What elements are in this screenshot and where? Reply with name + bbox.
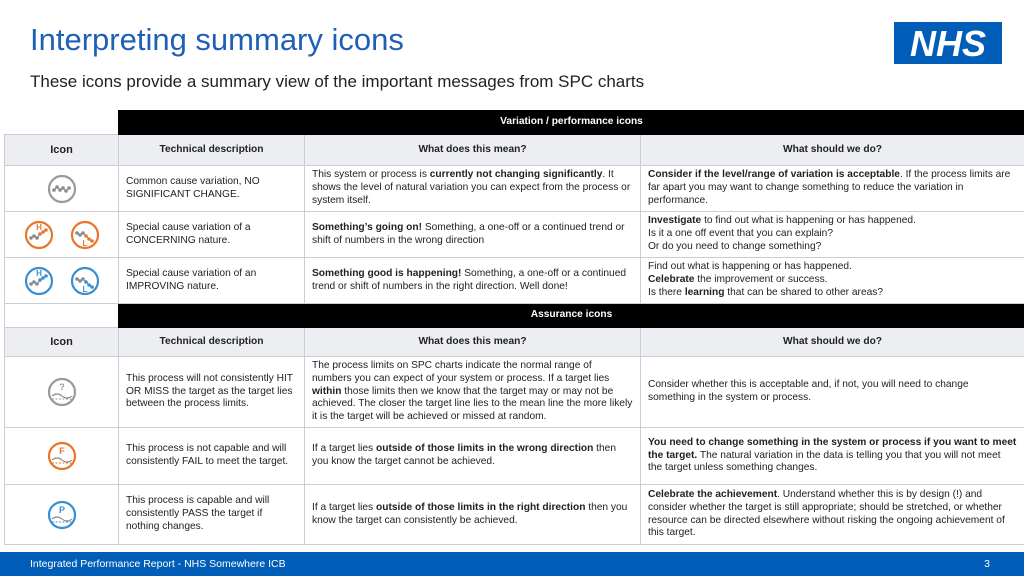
- action-cell: [641, 428, 1024, 485]
- footer-text: Integrated Performance Report - NHS Somewhere ICB: [30, 558, 286, 570]
- improve-low-icon: [70, 266, 100, 296]
- col-header-technical: Technical description: [119, 328, 305, 357]
- meaning-cell: [305, 485, 641, 545]
- text-run: Something, a one-off or a continued trend or shift of numbers in the wrong direction: [312, 221, 625, 246]
- col-header-action: What should we do?: [641, 135, 1024, 166]
- svg-text:H: H: [35, 222, 42, 232]
- col-header-action: What should we do?: [641, 328, 1024, 357]
- technical-cell: Special cause variation of an IMPROVING nature.: [119, 258, 305, 304]
- page-title: Interpreting summary icons: [30, 22, 404, 57]
- text-run: then you know the target can consistently be achieved.: [312, 501, 628, 526]
- action-cell: [641, 357, 1024, 428]
- table-row: [5, 166, 1024, 212]
- text-run: outside of those limits in the right direction: [376, 501, 586, 513]
- text-run: If a target lies: [312, 443, 376, 455]
- technical-cell: This process will not consistently HIT OR MISS the target as the target lies between the process limits.: [119, 357, 305, 428]
- page-subtitle: These icons provide a summary view of the important messages from SPC charts: [30, 72, 645, 91]
- svg-text:F: F: [58, 446, 65, 456]
- meaning-cell: [305, 357, 641, 428]
- meaning-cell: [305, 258, 641, 304]
- text-run: those limits then we know that the target may or may not be achieved. The closer the target line lies to the mean line the more likely it is the target will be achieved or missed at random.: [312, 385, 633, 423]
- technical-cell: Common cause variation, NO SIGNIFICANT CHANGE.: [119, 166, 305, 212]
- hit-or-miss-icon: [47, 377, 77, 407]
- text-run: The process limits on SPC charts indicate the normal range of numbers you can expect of your system or process. If a target lies: [312, 360, 610, 384]
- text-run: If a target lies: [312, 501, 376, 513]
- table-row: [5, 428, 1024, 485]
- technical-cell: Special cause variation of a CONCERNING nature.: [119, 212, 305, 258]
- summary-icons-table-wrap: [4, 110, 1024, 552]
- icon-cell: [5, 212, 119, 258]
- assurance-section-title: Assurance icons: [119, 304, 1024, 328]
- col-header-technical: Technical description: [119, 135, 305, 166]
- text-run: Something’s going on!: [312, 221, 422, 233]
- nhs-logo-text: NHS: [909, 23, 987, 64]
- icon-cell: [5, 357, 119, 428]
- corner-blank: [5, 304, 119, 328]
- svg-text:L: L: [82, 238, 87, 248]
- variation-section-title: Variation / performance icons: [119, 111, 1024, 135]
- action-cell: [641, 485, 1024, 545]
- svg-text:H: H: [35, 268, 42, 278]
- action-cell: [641, 212, 1024, 258]
- col-header-meaning: What does this mean?: [305, 135, 641, 166]
- table-row: [5, 357, 1024, 428]
- technical-cell: This process is not capable and will consistently FAIL to meet the target.: [119, 428, 305, 485]
- text-run: This system or process is: [312, 169, 430, 181]
- footer-bar: [0, 552, 1024, 576]
- icon-cell: [5, 258, 119, 304]
- corner-blank: [5, 111, 119, 135]
- meaning-cell: [305, 166, 641, 212]
- text-run: Investigate: [648, 215, 702, 227]
- text-run: . It shows the level of natural variation you can expect from the process or system itself.: [312, 169, 631, 206]
- fail-target-icon: [47, 441, 77, 471]
- nhs-logo: [894, 22, 1002, 64]
- action-cell: [641, 258, 1024, 304]
- icon-cell: [5, 485, 119, 545]
- text-run: Something good is happening!: [312, 267, 462, 279]
- text-run: outside of those limits in the wrong direction: [376, 443, 594, 455]
- icon-cell: [5, 428, 119, 485]
- summary-icons-table: [4, 110, 1024, 545]
- improve-high-icon: [24, 266, 54, 296]
- common-cause-icon: [47, 174, 77, 204]
- text-run: that can be shared to other areas?: [724, 286, 884, 298]
- meaning-cell: [305, 212, 641, 258]
- icon-cell: [5, 166, 119, 212]
- action-cell: [641, 166, 1024, 212]
- concern-low-icon: [70, 220, 100, 250]
- text-run: Consider if the level/range of variation is acceptable: [648, 169, 900, 181]
- pass-target-icon: [47, 500, 77, 530]
- text-run: then you know the target cannot be achieved.: [312, 443, 617, 467]
- page-number: 3: [984, 558, 990, 570]
- variation-header-row: [5, 135, 1024, 166]
- text-run: Consider whether this is acceptable and, if not, you will need to change something in the system or process.: [648, 379, 969, 403]
- text-run: the improvement or success.: [694, 274, 828, 286]
- col-header-icon: Icon: [5, 328, 119, 357]
- text-run: Is it a one off event that you can explain?: [648, 228, 834, 240]
- table-row: [5, 258, 1024, 304]
- text-run: Or do you need to change something?: [648, 240, 822, 252]
- col-header-meaning: What does this mean?: [305, 328, 641, 357]
- text-run: Is there: [648, 286, 685, 298]
- text-run: Find out what is happening or has happened.: [648, 261, 852, 273]
- col-header-icon: Icon: [5, 135, 119, 166]
- text-run: within: [312, 385, 342, 397]
- text-run: You need to change something in the system or process if you want to meet the target.: [648, 436, 1017, 461]
- svg-text:?: ?: [58, 382, 65, 392]
- svg-text:L: L: [82, 284, 87, 294]
- text-run: to find out what is happening or has happened.: [701, 215, 916, 227]
- concern-high-icon: [24, 220, 54, 250]
- text-run: Celebrate the achievement: [648, 488, 778, 500]
- text-run: Something, a one-off or a continued trend or shift of numbers in the right direction. Well done!: [312, 267, 627, 292]
- meaning-cell: [305, 428, 641, 485]
- table-row: [5, 485, 1024, 545]
- text-run: . Understand whether this is by design (!) and consider whether the target is still appropriate; should be stretched, or whether resource can be directed elsewhere without risking the ongoing achievement of this target.: [648, 488, 1005, 539]
- text-run: Celebrate: [648, 274, 695, 286]
- technical-cell: This process is capable and will consistently PASS the target if nothing changes.: [119, 485, 305, 545]
- text-run: learning: [684, 286, 725, 298]
- variation-section-row: [5, 111, 1024, 135]
- text-run: The natural variation in the data is telling you that you will not meet the target unless something changes.: [648, 449, 1001, 474]
- text-run: . If the process limits are far apart you may want to change something to reduce the variation in performance.: [648, 169, 1011, 206]
- text-run: currently not changing significantly: [429, 169, 603, 181]
- svg-text:P: P: [58, 504, 65, 515]
- assurance-header-row: [5, 328, 1024, 357]
- assurance-section-row: [5, 304, 1024, 328]
- table-row: [5, 212, 1024, 258]
